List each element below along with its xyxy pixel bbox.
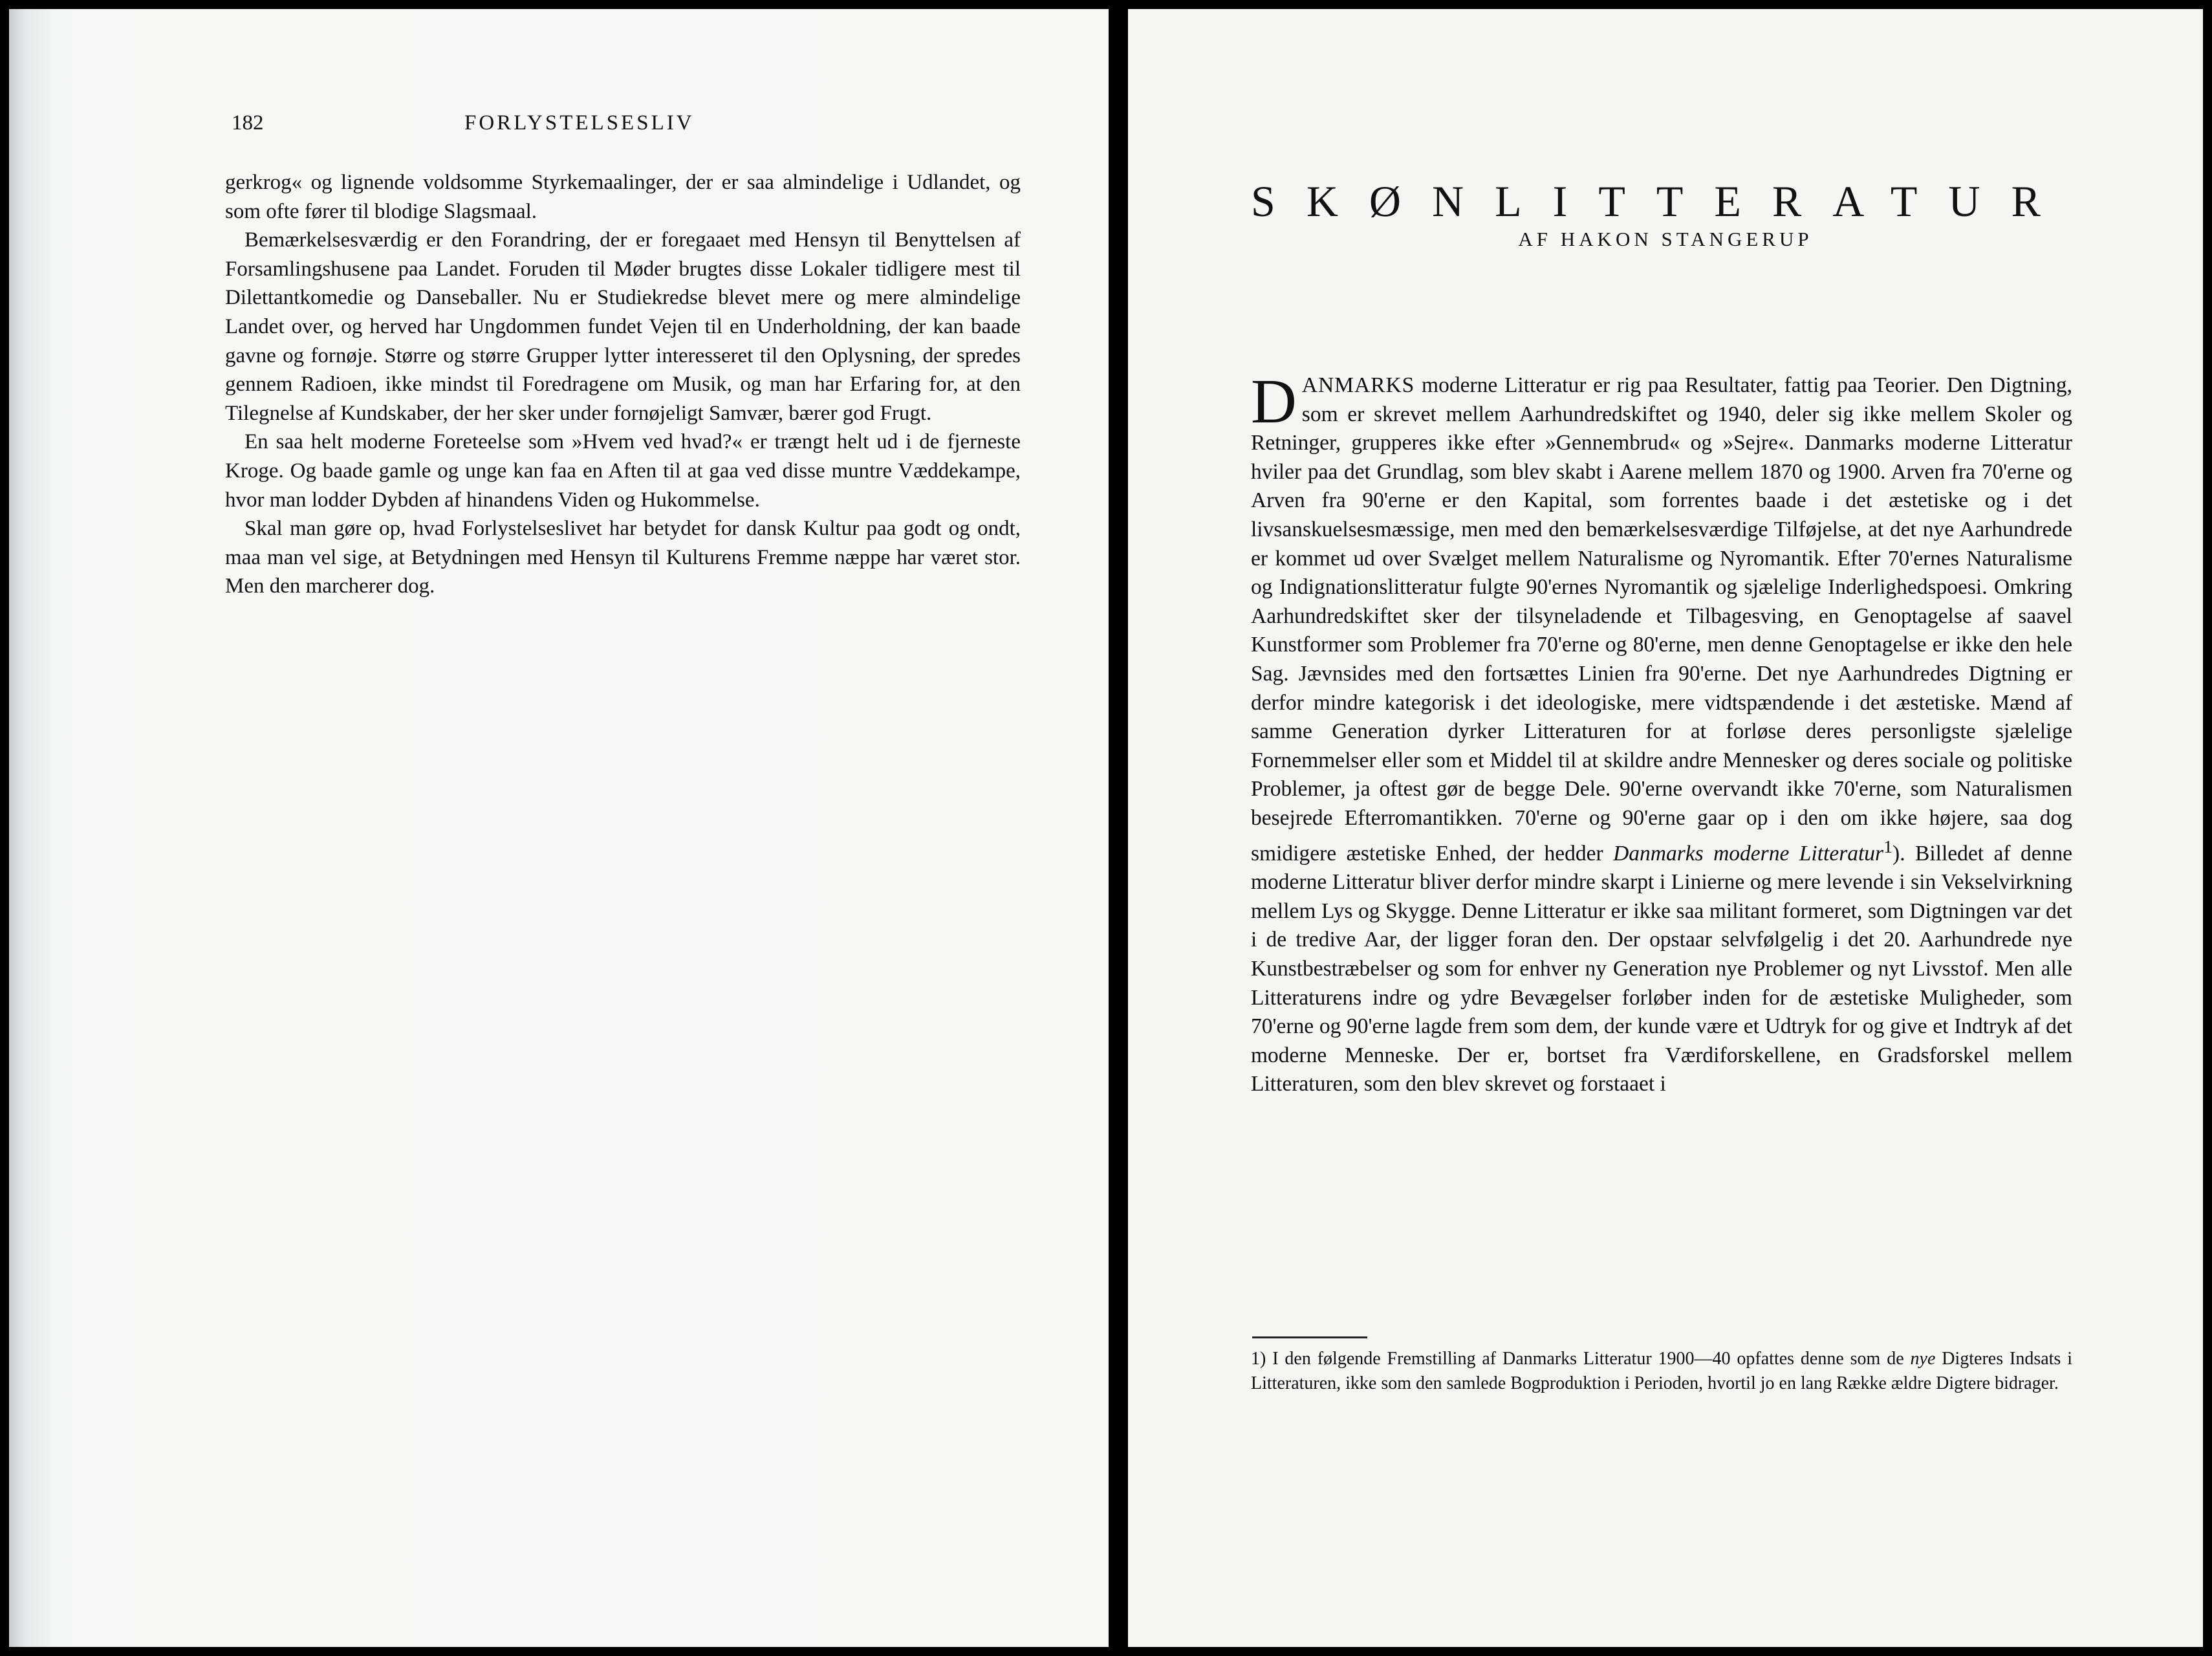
running-head — [225, 111, 1021, 144]
right-page — [1128, 9, 2203, 1647]
article-author: AF HAKON STANGERUP — [1518, 228, 1813, 250]
article-title: SKØNLITTERATUR — [1251, 176, 2072, 226]
first-word: ANMARKS — [1301, 373, 1415, 397]
article-body-text — [1251, 367, 2073, 1099]
footnote-divider — [1252, 1336, 1367, 1338]
left-paragraph-3: En saa helt moderne Foreteelse som »Hvem ved hvad?« er trængt helt ud i de fjerneste Kroge. Og baade gamle og unge kan faa en Aften til at gaa ved disse muntre Væddekampe, hvor man lodder Dybden af hinandens Viden og Hukommelse. — [225, 430, 1021, 512]
book-gutter — [1109, 0, 1128, 1656]
left-paragraph-1: gerkrog« og lignende voldsomme Styrkemaalinger, der er saa almindelige i Udlandet, og som ofte fører til blodige Slagsmaal. — [225, 171, 1021, 223]
left-paragraph-4: Skal man gøre op, hvad Forlystelseslivet har betydet for dansk Kultur paa godt og ondt, maa man vel sige, at Betydningen med Hensyn til Kulturens Fremme næppe har været stor. Men den marcherer dog. — [225, 517, 1021, 598]
left-paragraph-2: Bemærkelsesværdig er den Forandring, der er foregaaet med Hensyn til Benyttelsen af Forsamlingshusene paa Landet. Foruden til Møder brugtes disse Lokaler tidligere mest til Dilettantkomedie og Danseballer. Nu er Studiekredse blevet mere og mere almindelige Landet over, og herved har Ungdommen fundet Vejen til en Underholdning, der kan baade gavne og fornøje. Større og større Grupper lytter interesseret til den Oplysning, der spredes gennem Radioen, ikke mindst til Foredragene om Musik, og man har Erfaring for, at den Tilegnelse af Kundskaber, der her sker under fornøjeligt Samvær, bærer god Frugt. — [225, 228, 1021, 425]
left-body-text — [225, 168, 1021, 601]
italic-book-title: Danmarks moderne Litteratur — [1613, 841, 1884, 866]
footnote-text-part-1: I den følgende Fremstilling af Danmarks Litteratur 1900—40 opfattes denne som de — [1266, 1349, 1911, 1369]
footnote-reference: 1 — [1883, 836, 1893, 857]
body-text-part-1: moderne Litteratur er rig paa Resultater, fattig paa Teorier. Den Digtning, som er skrevet mellem Aarhundredskiftet og 1940, deler sig ikke mellem Skoler og Retninger, grupperes ikke efter »Gennembrud« og »Sejre«. Danmarks moderne Litteratur hviler paa det Grundlag, som blev skabt i Aarene mellem 1870 og 1900. Arven fra 70'erne og Arven fra 90'erne er den Kapital, som forrentes baade i det æstetiske og i det livsanskuelsesmæssige, men med den bemærkelsesværdige Tilføjelse, at det nye Aarhundrede er kommet ud over Svælget mellem Naturalisme og Nyromantik. Efter 70'ernes Naturalisme og Indignationslitteratur fulgte 90'ernes Nyromantik og sjælelige Inderlighedspoesi. Omkring Aarhundredskiftet sker der tilsyneladende et Tilbagesving, en Genoptagelse af saavel Kunstformer som Problemer fra 70'erne og 80'erne, men denne Genoptagelse er ikke den hele Sag. Jævnsides med den fortsættes Linien fra 90'erne. Det nye Aarhundredes Digtning er derfor mindre kategorisk i det ideologiske, mere vidtspændende i det æstetiske. Mænd af samme Generation dyrker Litteraturen for at forløse deres personligste sjælelige Fornemmelser eller som et Middel til at skildre andre Mennesker og deres sociale og politiske Problemer, ja oftest gør de begge Dele. 90'erne overvandt ikke 70'erne, som Naturalismen besejrede Efterromantikken. 70'erne og 90'erne gaar op i den om ikke højere, saa dog smidigere æstetiske Enhed, der hedder — [1251, 373, 2072, 866]
page-number: 182 — [232, 111, 264, 135]
footnote-label: 1) — [1251, 1349, 1266, 1369]
footnote-italic-word: nye — [1910, 1349, 1936, 1369]
left-page — [9, 9, 1109, 1647]
body-text-part-2: ). Billedet af denne moderne Litteratur bliver derfor mindre skarpt i Linierne og mere levende i sin Vekselvirkning mellem Lys og Skygge. Denne Litteratur er ikke saa militant formeret, som Digtningen var det i de tredive Aar, der ligger foran den. Der opstaar selvfølgelig i det 20. Aarhundrede nye Kunstbestræbelser og som for enhver ny Generation nye Problemer og nyt Livsstof. Men alle Litteraturens indre og ydre Bevægelser forløber inden for de æstetiske Muligheder, som 70'erne og 90'erne lagde frem som dem, der kunde være et Udtryk for og give et Indtryk af det moderne Menneske. Der er, bortset fra Værdiforskellene, en Gradsforskel mellem Litteraturen, som den blev skrevet og forstaaet i — [1251, 841, 2073, 1096]
drop-cap: D — [1251, 367, 1297, 437]
footnote-text-part-2: Digteres Indsats i Litteraturen, ikke som den samlede Bogproduktion i Perioden, hvortil jo en lang Række ældre Digtere bidrager. — [1251, 1349, 2072, 1393]
footnote — [1251, 1347, 2072, 1396]
running-head-title: FORLYSTELSESLIV — [464, 111, 695, 135]
